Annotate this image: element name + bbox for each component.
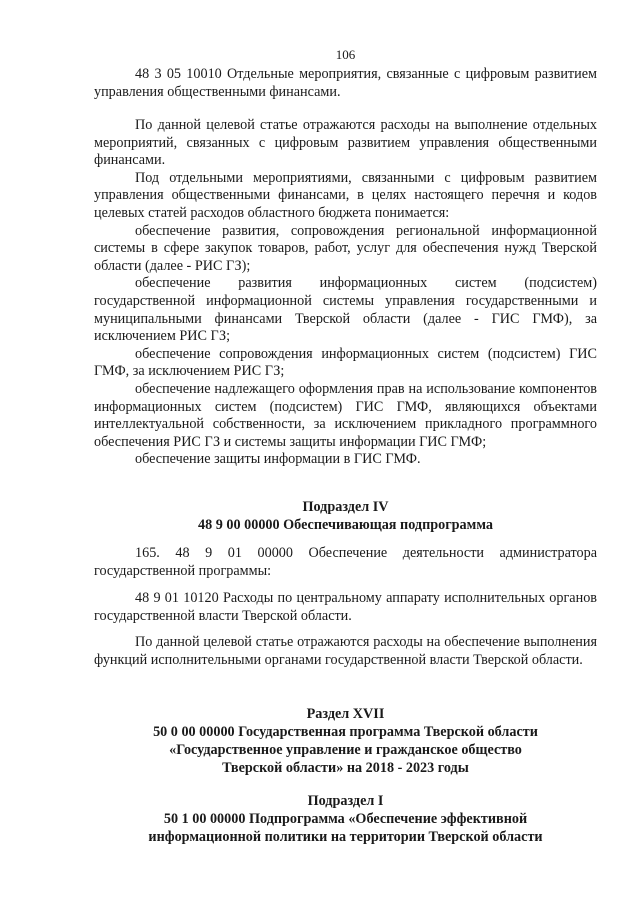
section-17-name-line-1: 50 0 00 00000 Государственная программа Тверской области bbox=[153, 724, 538, 740]
section-17-name-line-3: Тверской области» на 2018 - 2023 годы bbox=[222, 760, 469, 776]
subsection-1-title: Подраздел I bbox=[307, 793, 384, 809]
page-number: 106 bbox=[335, 47, 356, 62]
section-17-heading bbox=[94, 705, 597, 777]
intro-item-2: обеспечение развития информационных систем (подсистем) государственной информационной системы управления государственными и муниципальными финансами Тверской области (далее - ГИС ГМФ), за исключением РИС ГЗ; bbox=[94, 275, 597, 345]
intro-paragraph-1: По данной целевой статье отражаются расходы на выполнение отдельных мероприятий, связанных с цифровым развитием управления общественными финансами. bbox=[94, 117, 597, 169]
intro-heading-paragraph: 48 3 05 10010 Отдельные мероприятия, связанные с цифровым развитием управления общественными финансами. bbox=[94, 66, 597, 100]
subsection-4-body-2 bbox=[94, 590, 597, 625]
intro-item-3: обеспечение сопровождения информационных систем (подсистем) ГИС ГМФ, за исключением РИС ГЗ; bbox=[94, 345, 597, 380]
intro-paragraph-2: Под отдельными мероприятиями, связанными с цифровым развитием управления общественными финансами, в целях настоящего перечня и кодов целевых статей расходов областного бюджета понимается: bbox=[94, 169, 597, 221]
intro-item-5: обеспечение защиты информации в ГИС ГМФ. bbox=[135, 451, 421, 468]
intro-heading-block bbox=[94, 66, 597, 101]
intro-item-1: обеспечение развития, сопровождения региональной информационной системы в сфере закупок товаров, работ, услуг для обеспечения нужд Тверской области (далее - РИС ГЗ); bbox=[94, 222, 597, 274]
subsection-4-name: 48 9 00 00000 Обеспечивающая подпрограмма bbox=[198, 517, 493, 533]
subsection-4-heading bbox=[94, 498, 597, 534]
subsection-4-title: Подраздел IV bbox=[302, 499, 389, 515]
section-17-name-line-2: «Государственное управление и гражданское общество bbox=[169, 742, 522, 758]
intro-body-block bbox=[94, 117, 597, 469]
subsection-4-paragraph-1: 165. 48 9 01 00000 Обеспечение деятельности администратора государственной программы: bbox=[94, 545, 597, 579]
subsection-1-name-line-2: информационной политики на территории Тверской области bbox=[148, 829, 543, 845]
intro-item-4: обеспечение надлежащего оформления прав на использование компонентов информационных систем (подсистем) ГИС ГМФ, являющихся объектами интеллектуальной собственности, за исключением прикладного программного обеспечения РИС ГЗ и системы защиты информации ГИС ГМФ; bbox=[94, 380, 597, 450]
subsection-1-heading bbox=[94, 792, 597, 846]
subsection-4-paragraph-2: 48 9 01 10120 Расходы по центральному аппарату исполнительных органов государственной власти Тверской области. bbox=[94, 590, 597, 624]
subsection-4-paragraph-3: По данной целевой статье отражаются расходы на обеспечение выполнения функций исполнительными органами государственной власти Тверской области. bbox=[94, 634, 597, 668]
subsection-4-body-1 bbox=[94, 545, 597, 580]
subsection-1-name-line-1: 50 1 00 00000 Подпрограмма «Обеспечение эффективной bbox=[163, 811, 528, 827]
section-17-title: Раздел XVII bbox=[306, 706, 385, 722]
subsection-4-body-3 bbox=[94, 634, 597, 669]
